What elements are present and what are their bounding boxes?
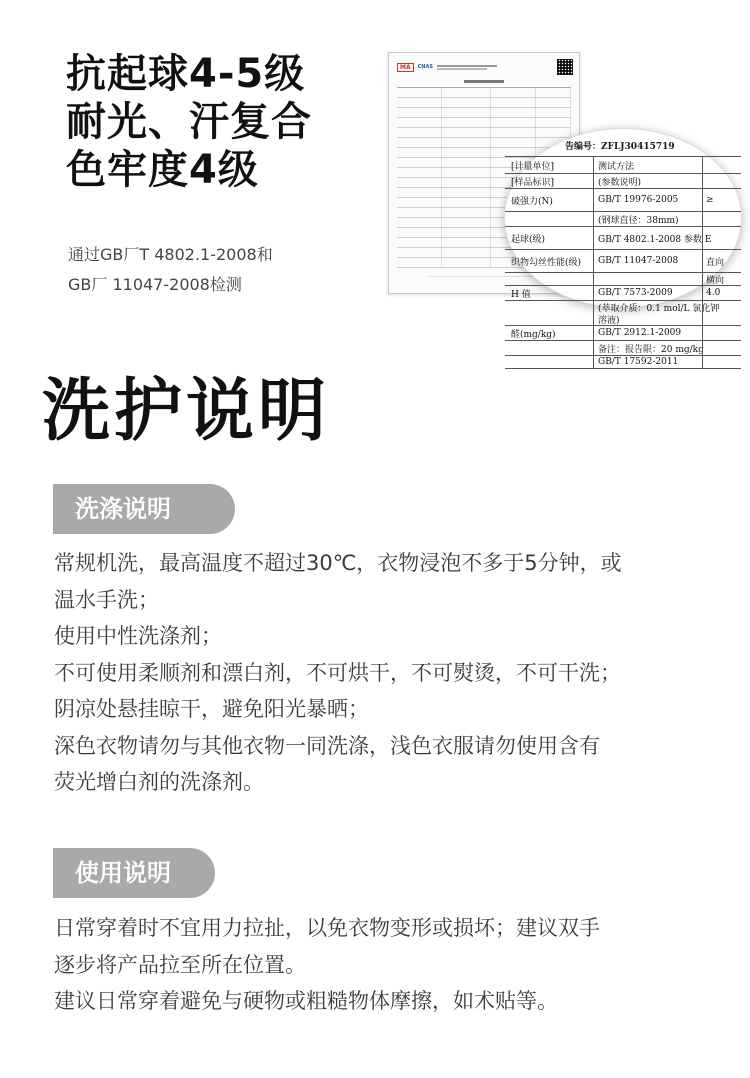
usage-instructions-text [54,910,600,1020]
wash-instructions-label: 洗涤说明 [53,484,235,534]
wash-line: 常规机洗，最高温度不超过30℃，衣物浸泡不多于5分钟，或 [54,551,622,575]
report-org-text [437,64,553,71]
magnified-row: 破强力(N) GB/T 19976-2005 ≥ [505,189,741,212]
wash-line: 温水手洗； [54,587,159,612]
cma-logo: MA [397,63,414,72]
report-number: 告编号：ZFLJ30415719 [505,129,741,157]
magnified-row: 备注：报告限：20 mg/kg [505,341,741,356]
feature-headline [66,50,312,194]
report-row [397,88,571,98]
magnified-row: GB/T 17592-2011 [505,356,741,369]
wash-line: 荧光增白剂的洗涤剂。 [54,770,264,794]
magnified-row: 起球(级) GB/T 4802.1-2008 参数 E [505,227,741,250]
wash-line: 使用中性洗涤剂； [54,624,222,648]
magnified-row: (萃取介质：0.1 mol/L 氯化钾 [505,301,741,313]
report-header [389,53,579,77]
usage-instructions-label: 使用说明 [53,848,215,898]
standards-note-line: 通过GB厂T 4802.1-2008和 [68,245,273,264]
qr-code-icon [557,59,573,75]
report-title [389,79,579,85]
wash-line: 不可使用柔顺剂和漂白剂，不可烘干，不可熨烫，不可干洗； [54,660,621,685]
report-row [397,98,571,108]
magnified-row: (钢球直径：38mm) [505,212,741,227]
headline-line: 抗起球4-5级 [66,51,306,97]
cnas-logo: CNAS [417,64,433,70]
magnified-header-row: [计量单位] 测试方法 [505,157,741,174]
magnified-table [505,129,741,369]
magnified-row: 醛(mg/kg) GB/T 2912.1-2009 [505,326,741,341]
headline-line: 色牢度4级 [66,147,259,193]
wash-instructions-text [54,545,622,801]
report-row [397,118,571,128]
magnified-row: H 值 GB/T 7573-2009 4.0 [505,286,741,301]
report-row [397,108,571,118]
usage-line: 日常穿着时不宜用力拉扯，以免衣物变形或损坏；建议双手 [54,916,600,940]
care-instructions-title: 洗护说明 [42,372,331,451]
magnified-row: 溶液) [505,313,741,326]
magnified-header-row: [样品标识] (参数说明) [505,174,741,189]
usage-line: 逐步将产品拉至所在位置。 [54,952,306,977]
wash-line: 深色衣物请勿与其他衣物一同洗涤，浅色衣服请勿使用含有 [54,733,600,758]
standards-note-line: GB厂 11047-2008检测 [68,275,242,294]
headline-line: 耐光、汗复合 [66,99,312,145]
report-magnifier [504,128,742,367]
usage-line: 建议日常穿着避免与硬物或粗糙物体摩擦，如术贴等。 [54,989,558,1013]
magnified-row: 横向 [505,273,741,286]
magnified-row: 织物勾丝性能(级) GB/T 11047-2008 直向 [505,250,741,273]
standards-note [68,240,273,300]
wash-line: 阴凉处悬挂晾干，避免阳光暴晒； [54,697,369,721]
